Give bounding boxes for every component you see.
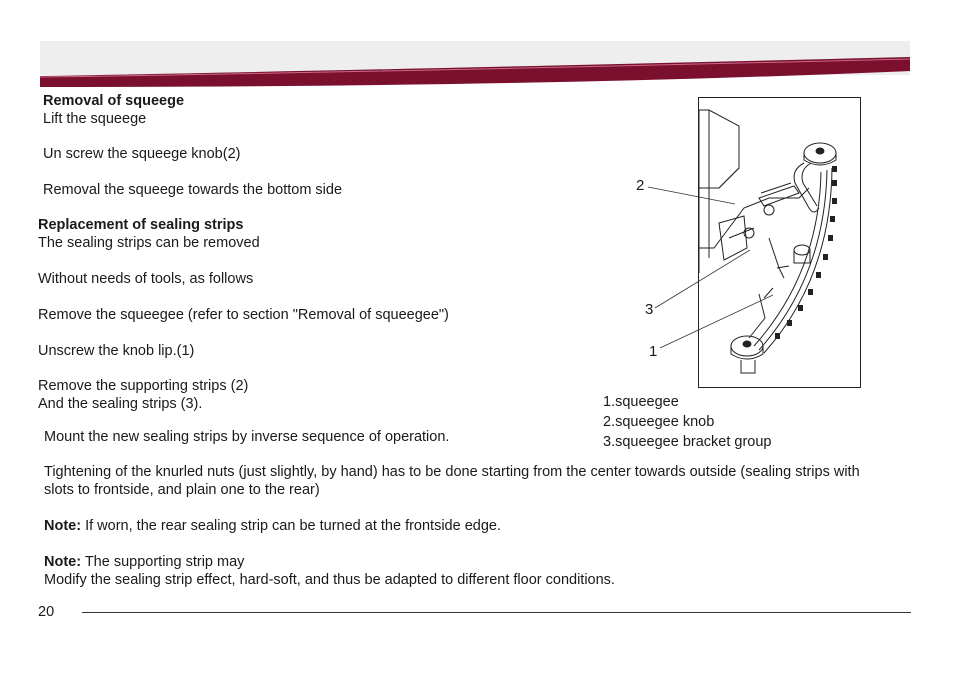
replacement-line-5: Remove the supporting strips (2)	[38, 378, 249, 394]
legend-item-bracket-group: 3.squeegee bracket group	[603, 434, 772, 450]
removal-step-2: Un screw the squeege knob(2)	[43, 146, 241, 162]
removal-step-3: Removal the squeege towards the bottom side	[43, 182, 343, 198]
footer-rule	[82, 612, 911, 613]
header-band	[40, 41, 910, 89]
removal-step-1: Lift the squeege	[43, 111, 147, 127]
note-1	[44, 517, 501, 535]
replacement-line-1: The sealing strips can be removed	[38, 235, 260, 251]
legend-item-squeegee-knob: 2.squeegee knob	[603, 414, 715, 430]
note-2	[44, 553, 244, 571]
replacement-line-7: Mount the new sealing strips by inverse sequence of operation.	[44, 429, 450, 445]
callout-3: 3	[645, 301, 654, 318]
legend-item-squeegee: 1.squeegee	[603, 394, 679, 410]
replacement-line-6: And the sealing strips (3).	[38, 396, 203, 412]
page-number: 20	[38, 604, 55, 620]
replacement-line-4: Unscrew the knob lip.(1)	[38, 343, 195, 359]
figure-legend	[603, 392, 772, 452]
replacement-heading: Replacement of sealing strips	[38, 217, 244, 233]
note-2-label: Note:	[44, 554, 82, 570]
note-1-text: If worn, the rear sealing strip can be turned at the frontside edge.	[81, 518, 502, 534]
replacement-line-3: Remove the squeegee (refer to section "Removal of squeegee")	[38, 307, 449, 323]
note-1-label: Note:	[44, 518, 82, 534]
callout-2: 2	[636, 177, 645, 194]
callout-1: 1	[649, 343, 658, 360]
note-2-line-2: Modify the sealing strip effect, hard-soft, and thus be adapted to different floor conditions.	[44, 572, 615, 588]
callout-leader-lines	[640, 180, 790, 360]
replacement-line-8: Tightening of the knurled nuts (just slightly, by hand) has to be done starting from the center towards outside (sealing strips with slots to frontside, and plain one to the rear)	[44, 464, 860, 498]
note-2-text: The supporting strip may	[81, 554, 245, 570]
removal-heading: Removal of squeege	[43, 93, 185, 109]
replacement-line-2: Without needs of tools, as follows	[38, 271, 254, 287]
